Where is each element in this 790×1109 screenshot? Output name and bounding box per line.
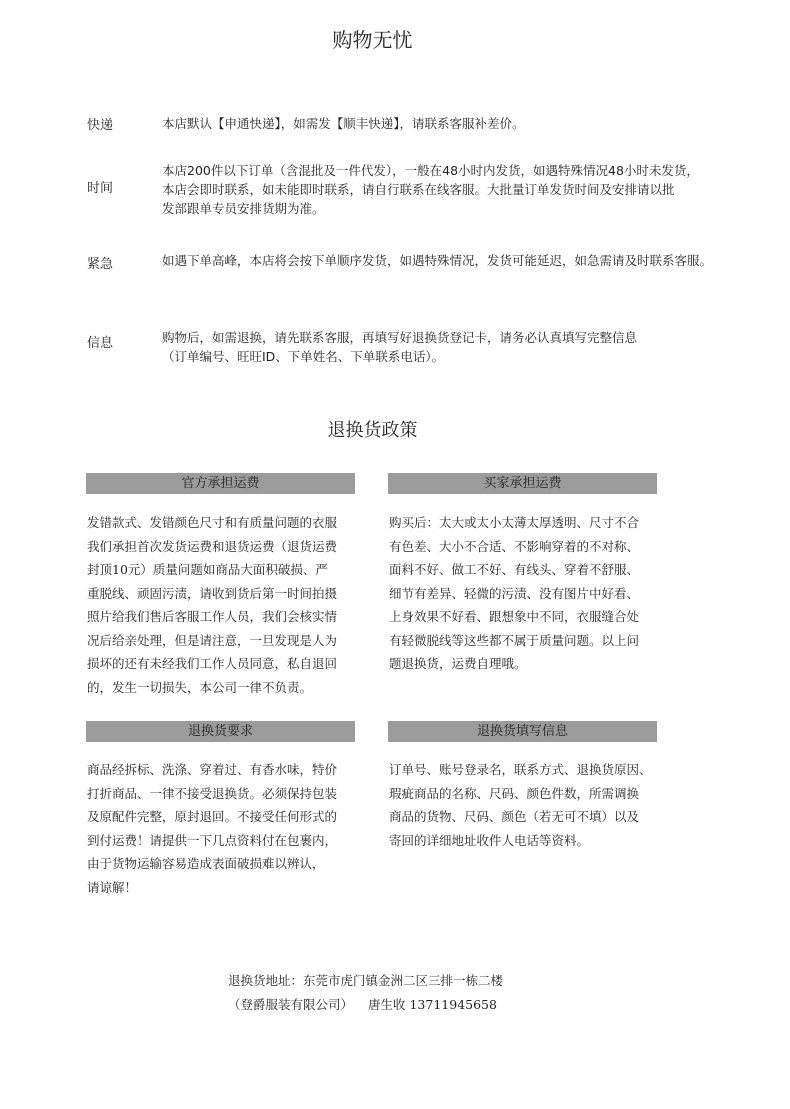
row-label: 信息: [87, 336, 114, 351]
company-name: （登爵服装有限公司）: [228, 997, 354, 1012]
return-address: 退换货地址：东莞市虎门镇金洲二区三排一栋二楼: [228, 973, 504, 988]
row-label: 紧急: [87, 257, 114, 272]
policy-title: 退换货政策: [327, 420, 418, 441]
row-label: 时间: [87, 181, 114, 196]
row-text: 购物后，如需退换，请先联系客服，再填写好退换货登记卡，请务必认真填写完整信息 （订单编号、旺旺ID、下单姓名、下单联系电话）。: [162, 330, 638, 364]
section-heading: 买家承担运费: [388, 473, 657, 494]
section-text: 发错款式、发错颜色尺寸和有质量问题的衣服 我们承担首次发货运费和退货运费（退货运费 封顶10元）质量问题如商品大面积破损、严 重脱线、顽固污渍，请收到货后第一时间拍摄 照片给我们售后客服工作人员，我们会核实情 况后给亲处理，但是请注意，一旦发现是人为 损坏的还有未经我们工作人员同意，私自退回 的，发生一切损失，本公司一律不负责。: [87, 515, 338, 695]
row-text: 本店200件以下订单（含混批及一件代发），一般在48小时内发货，如遇特殊情况48小时未发货， 本店会即时联系，如未能即时联系，请自行联系在线客服。大批量订单发货时间及安排请以批 发部跟单专员安排货期为准。: [162, 163, 699, 216]
section-heading: 退换货要求: [86, 721, 355, 742]
row-text: 本店默认【申通快递】，如需发【顺丰快递】，请联系客服补差价。: [162, 116, 525, 131]
page-title: 购物无忧: [332, 28, 413, 52]
section-heading: 官方承担运费: [86, 473, 355, 494]
row-text: 如遇下单高峰，本店将会按下单顺序发货，如遇特殊情况，发货可能延迟，如急需请及时联系客服。: [162, 253, 713, 268]
contact-info: 唐生收 13711945658: [368, 997, 497, 1012]
section-text: 商品经拆标、洗涤、穿着过、有香水味，特价 打折商品、一律不接受退换货。必须保持包装 及原配件完整，原封退回。不接受任何形式的 到付运费！请提供一下几点资料付在包裹内， 由于货物运输容易造成表面破损难以辨认， 请谅解！: [87, 762, 338, 895]
section-text: 购买后：太大或太小太薄太厚透明、尺寸不合 有色差、大小不合适、不影响穿着的不对称、 面料不好、做工不好、有线头、穿着不舒服、 细节有差异、轻微的污渍、没有图片中好看、 上身效果不好看、跟想象中不同，衣服缝合处 有轻微脱线等这些都不属于质量问题。以上问 题退换货，运费自理哦。: [389, 515, 640, 671]
row-label: 快递: [87, 118, 114, 133]
section-heading: 退换货填写信息: [388, 721, 657, 742]
section-text: 订单号、账号登录名，联系方式、退换货原因、 瑕疵商品的名称、尺码、颜色件数，所需调换 商品的货物、尺码、颜色（若无可不填）以及 寄回的详细地址收件人电话等资料。: [389, 762, 652, 848]
